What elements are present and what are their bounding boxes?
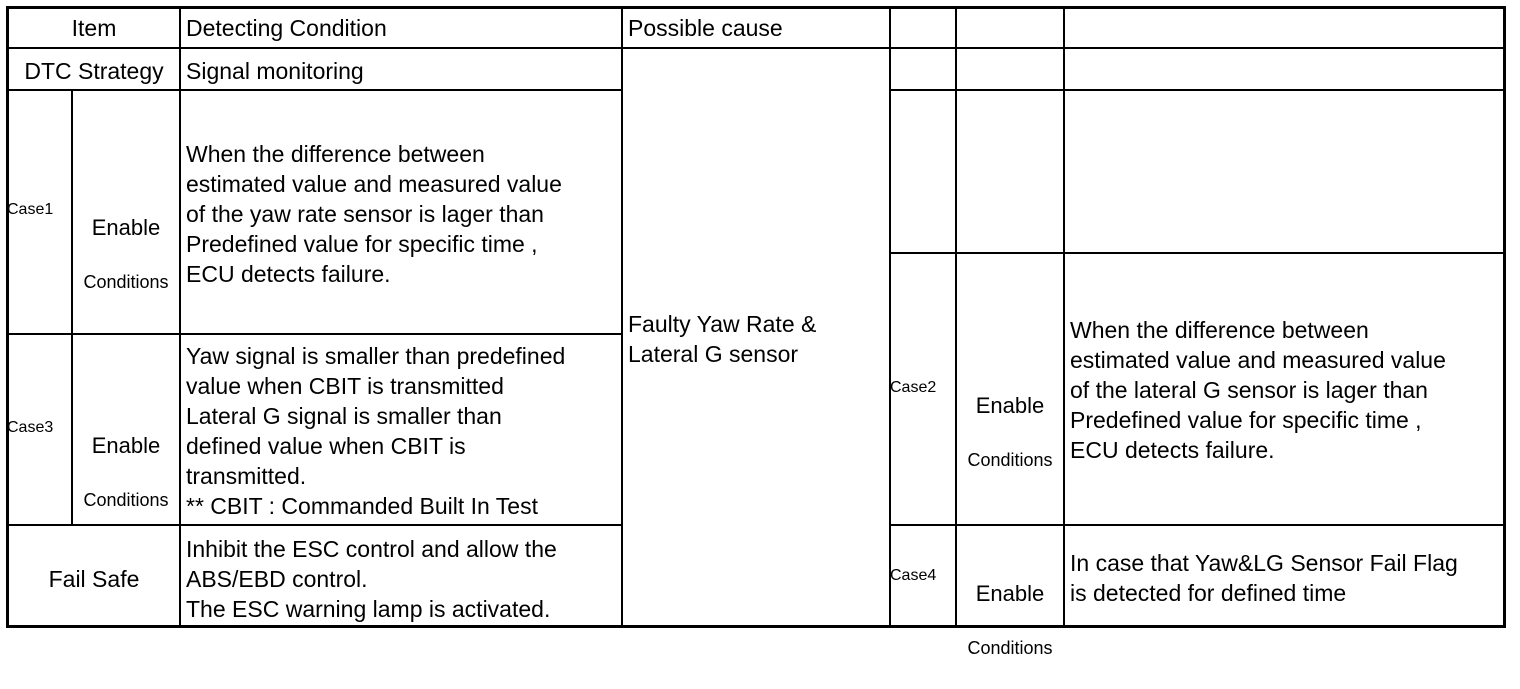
case-description: When the difference between estimated value and measured value of the lateral G sensor is lager than Predefined value for specific time , ECU detects failure. [1070,317,1446,463]
header-detecting-condition: Detecting Condition [186,15,387,41]
header-possible-cause: Possible cause [628,15,783,41]
column-divider [955,6,957,628]
case-description: In case that Yaw&LG Sensor Fail Flag is detected for defined time [1070,550,1458,606]
case-description: When the difference between estimated value and measured value of the yaw rate sensor is lager than Predefined value for specific time , ECU detects failure. [186,141,562,287]
possible-cause-text: Faulty Yaw Rate & Lateral G sensor [628,311,817,367]
row-divider [6,333,622,335]
header-item: Item [71,15,117,41]
enable-conditions-label [73,403,179,541]
conditions-text: Conditions [967,638,1053,658]
dtc-strategy-label: DTC Strategy [24,58,164,84]
dtc-strategy-value: Signal monitoring [186,58,364,84]
case-label: Case1 [7,201,54,218]
row-divider [889,89,1506,91]
column-divider [889,6,891,628]
conditions-text: Conditions [83,490,169,510]
row-divider [6,89,622,91]
enable-text: Enable [975,581,1045,606]
row-divider [6,47,1506,49]
row-divider [889,524,1506,526]
enable-text: Enable [975,393,1045,418]
conditions-text: Conditions [967,450,1053,470]
enable-conditions-label [957,363,1063,501]
case-label: Case3 [7,419,54,436]
case-label: Case4 [890,567,937,584]
enable-text: Enable [91,215,161,240]
case-description: Yaw signal is smaller than predefined value when CBIT is transmitted Lateral G signal is smaller than defined value when CBIT is transmitted. ** CBIT : Commanded Built In Test [186,343,566,519]
enable-text: Enable [91,433,161,458]
enable-conditions-label [73,185,179,323]
column-divider [621,6,623,628]
case-label: Case2 [890,379,937,396]
row-divider [889,252,1506,254]
enable-conditions-label [957,551,1063,689]
column-divider [1063,6,1065,628]
fail-safe-description: Inhibit the ESC control and allow the ABS/EBD control. The ESC warning lamp is activated. [186,536,557,622]
conditions-text: Conditions [83,272,169,292]
column-divider [179,6,181,628]
fail-safe-label: Fail Safe [48,566,140,592]
